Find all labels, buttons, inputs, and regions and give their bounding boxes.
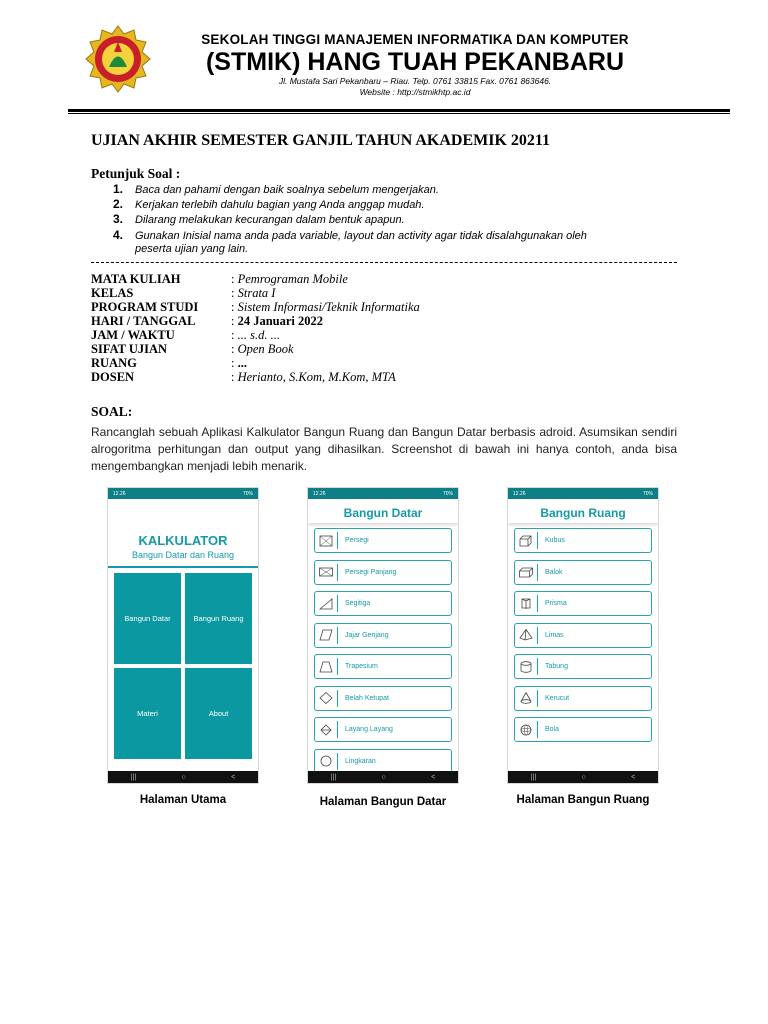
status-bar: 12.26 70% bbox=[108, 488, 258, 499]
list-item: Lingkaran bbox=[314, 749, 452, 774]
status-bar: 12.26 70% bbox=[308, 488, 458, 499]
list-item: Limas bbox=[514, 623, 652, 648]
kite-icon bbox=[315, 721, 338, 738]
parallelogram-icon bbox=[315, 627, 338, 644]
dashed-divider bbox=[91, 262, 677, 263]
caption-home: Halaman Utama bbox=[139, 794, 227, 806]
info-label: SIFAT UJIAN bbox=[91, 342, 168, 356]
header-rule-thin bbox=[68, 113, 730, 114]
instruction-item: 3. Dilarang melakukan kecurangan dalam bentuk apapun. bbox=[113, 212, 405, 226]
list-item: Trapesium bbox=[314, 654, 452, 679]
instruction-item: 2. Kerjakan terlebih dahulu bagian yang Anda anggap mudah. bbox=[113, 197, 425, 211]
cylinder-icon bbox=[515, 658, 538, 675]
cube-icon bbox=[515, 532, 538, 549]
tile-bangun-datar: Bangun Datar bbox=[114, 573, 181, 664]
institution-name: SEKOLAH TINGGI MANAJEMEN INFORMATIKA DAN KOMPUTER bbox=[201, 32, 629, 47]
info-value: : ... bbox=[231, 356, 247, 370]
list-item: Kubus bbox=[514, 528, 652, 553]
rhombus-icon bbox=[315, 690, 338, 707]
info-value: : Sistem Informasi/Teknik Informatika bbox=[231, 300, 420, 314]
list-item: Persegi bbox=[314, 528, 452, 553]
cone-icon bbox=[515, 690, 538, 707]
cuboid-icon bbox=[515, 564, 538, 581]
caption-bangun-datar: Halaman Bangun Datar bbox=[319, 796, 447, 808]
header-rule-thick bbox=[68, 109, 730, 112]
institution-website: Website : http://stmikhtp.ac.id bbox=[359, 87, 471, 97]
info-value: : ... s.d. ... bbox=[231, 328, 280, 342]
trapezoid-icon bbox=[315, 658, 338, 675]
question-text: Rancanglah sebuah Aplikasi Kalkulator Bangun Ruang dan Bangun Datar berbasis adroid. Asumsikan sendiri alrogoritma perhitungan dan output yang dihasilkan. Screenshot di bawah ini hanya contoh, anda bisa mengembangkan menjadi lebih menarik. bbox=[91, 425, 677, 473]
android-nav-bar: ||| ○ < bbox=[508, 771, 658, 783]
circle-icon bbox=[315, 753, 338, 770]
list-item: Prisma bbox=[514, 591, 652, 616]
question-heading: SOAL: bbox=[91, 404, 133, 419]
list-item: Layang Layang bbox=[314, 717, 452, 742]
list-item: Tabung bbox=[514, 654, 652, 679]
android-nav-bar: ||| ○ < bbox=[108, 771, 258, 783]
list-item: Bola bbox=[514, 717, 652, 742]
status-bar: 12.26 70% bbox=[508, 488, 658, 499]
institution-address: Jl. Mustafa Sari Pekanbaru – Riau. Telp. 0761 33815 Fax. 0761 863646. bbox=[278, 76, 552, 86]
instruction-item-continuation: peserta ujian yang lain. bbox=[135, 243, 249, 255]
app-title: KALKULATOR bbox=[138, 533, 228, 548]
list-item: Segitiga bbox=[314, 591, 452, 616]
instruction-item: 4. Gunakan Inisial nama anda pada variable, layout dan activity agar tidak disalahgunakan oleh bbox=[113, 228, 587, 242]
info-label: RUANG bbox=[91, 356, 137, 370]
list-item: Kerucut bbox=[514, 686, 652, 711]
tile-about: About bbox=[185, 668, 252, 759]
list-item: Jajar Genjang bbox=[314, 623, 452, 648]
phone-home-screenshot bbox=[108, 488, 258, 783]
list-item: Balok bbox=[514, 560, 652, 585]
info-label: MATA KULIAH bbox=[91, 272, 181, 286]
rectangle-icon bbox=[315, 564, 338, 581]
screen-title: Bangun Datar bbox=[308, 499, 458, 523]
tile-materi: Materi bbox=[114, 668, 181, 759]
tile-bangun-ruang: Bangun Ruang bbox=[185, 573, 252, 664]
caption-bangun-ruang: Halaman Bangun Ruang bbox=[516, 794, 650, 806]
exam-title: UJIAN AKHIR SEMESTER GANJIL TAHUN AKADEMIK 20211 bbox=[91, 132, 551, 149]
info-value: : Herianto, S.Kom, M.Kom, MTA bbox=[231, 370, 396, 384]
info-value: : Strata I bbox=[231, 286, 276, 300]
prism-icon bbox=[515, 595, 538, 612]
info-value: : Open Book bbox=[231, 342, 294, 356]
instruction-item: 1. Baca dan pahami dengan baik soalnya sebelum mengerjakan. bbox=[113, 182, 439, 196]
institution-logo bbox=[78, 24, 158, 94]
title-divider bbox=[108, 566, 258, 568]
info-label: HARI / TANGGAL bbox=[91, 314, 196, 328]
triangle-icon bbox=[315, 595, 338, 612]
info-label: PROGRAM STUDI bbox=[91, 300, 199, 314]
info-label: DOSEN bbox=[91, 370, 135, 384]
list-item: Persegi Panjang bbox=[314, 560, 452, 585]
screen-title: Bangun Ruang bbox=[508, 499, 658, 523]
phone-bangun-ruang-screenshot bbox=[508, 488, 658, 783]
app-subtitle: Bangun Datar dan Ruang bbox=[131, 550, 235, 560]
pyramid-icon bbox=[515, 627, 538, 644]
info-label: KELAS bbox=[91, 286, 134, 300]
android-nav-bar: ||| ○ < bbox=[308, 771, 458, 783]
phone-bangun-datar-screenshot bbox=[308, 488, 458, 783]
instructions-heading: Petunjuk Soal : bbox=[91, 166, 181, 181]
square-icon bbox=[315, 532, 338, 549]
sphere-icon bbox=[515, 721, 538, 738]
info-value: : 24 Januari 2022 bbox=[231, 314, 324, 328]
info-label: JAM / WAKTU bbox=[91, 328, 175, 342]
info-value: : Pemrograman Mobile bbox=[231, 272, 348, 286]
list-item: Belah Ketupat bbox=[314, 686, 452, 711]
institution-short-name: (STMIK) HANG TUAH PEKANBARU bbox=[205, 48, 625, 76]
